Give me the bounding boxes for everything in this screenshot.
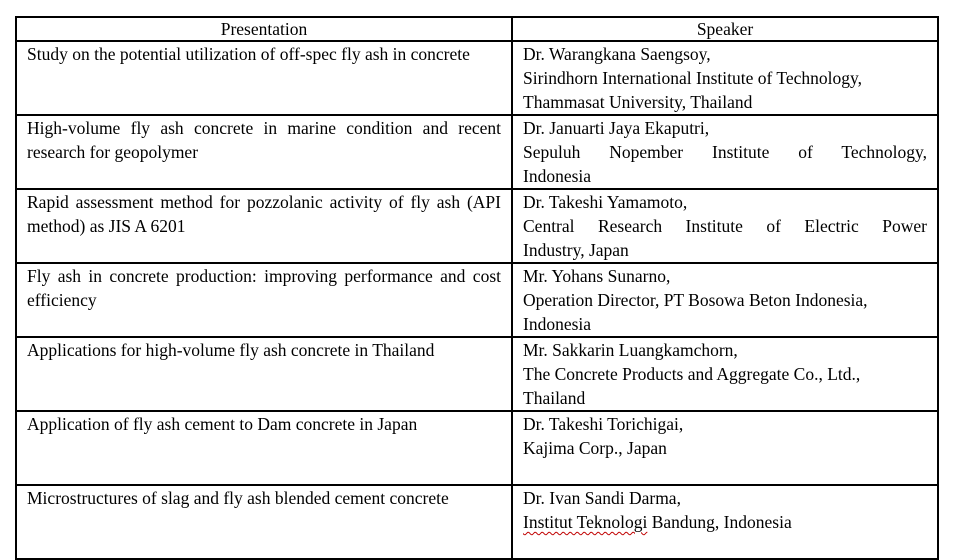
speaker-column-header: Speaker — [512, 17, 938, 41]
speaker-cell — [512, 411, 938, 485]
presentation-title: Applications for high-volume fly ash concrete in Thailand — [16, 337, 512, 411]
speaker-cell — [512, 337, 938, 411]
table-row — [16, 115, 938, 189]
affiliation-rest: Bandung, Indonesia — [647, 512, 792, 532]
speaker-name: Mr. Yohans Sunarno, — [523, 266, 671, 286]
speaker-name: Dr. Januarti Jaya Ekaputri, — [523, 118, 710, 138]
spellcheck-underlined-text: Institut Teknologi — [523, 512, 648, 532]
speaker-affiliation: Kajima Corp., Japan — [523, 438, 667, 458]
speaker-cell — [512, 263, 938, 337]
table-header-row — [16, 17, 938, 41]
speaker-affiliation: Sepuluh Nopember Institute of Technology, — [523, 142, 927, 162]
table-row — [16, 41, 938, 115]
speaker-affiliation: Sirindhorn International Institute of Technology, — [523, 68, 862, 88]
presentation-title: Fly ash in concrete production: improving performance and cost efficiency — [16, 263, 512, 337]
table-row — [16, 189, 938, 263]
presentation-title: High-volume fly ash concrete in marine condition and recent research for geopolymer — [16, 115, 512, 189]
speaker-name: Mr. Sakkarin Luangkamchorn, — [523, 340, 738, 360]
table-row — [16, 337, 938, 411]
speaker-affiliation: Industry, Japan — [523, 240, 629, 260]
speaker-affiliation: Operation Director, PT Bosowa Beton Indonesia, — [523, 290, 868, 310]
table-row — [16, 411, 938, 485]
presentation-title: Application of fly ash cement to Dam concrete in Japan — [16, 411, 512, 485]
speaker-affiliation: Indonesia — [523, 166, 592, 186]
speaker-name: Dr. Takeshi Torichigai, — [523, 414, 684, 434]
speaker-cell — [512, 41, 938, 115]
presentation-schedule-table — [15, 16, 939, 560]
table-row — [16, 263, 938, 337]
speaker-affiliation: The Concrete Products and Aggregate Co., Ltd., — [523, 364, 861, 384]
speaker-affiliation: Central Research Institute of Electric Power — [523, 216, 927, 236]
speaker-name: Dr. Ivan Sandi Darma, — [523, 488, 681, 508]
speaker-cell — [512, 189, 938, 263]
speaker-name: Dr. Takeshi Yamamoto, — [523, 192, 688, 212]
speaker-affiliation — [523, 510, 927, 534]
speaker-affiliation: Thammasat University, Thailand — [523, 92, 753, 112]
presentation-title: Microstructures of slag and fly ash blended cement concrete — [16, 485, 512, 559]
speaker-affiliation: Thailand — [523, 388, 586, 408]
presentation-title: Study on the potential utilization of off-spec fly ash in concrete — [16, 41, 512, 115]
speaker-cell — [512, 115, 938, 189]
table-row — [16, 485, 938, 559]
speaker-cell — [512, 485, 938, 559]
speaker-name: Dr. Warangkana Saengsoy, — [523, 44, 711, 64]
speaker-affiliation: Indonesia — [523, 314, 592, 334]
presentation-title: Rapid assessment method for pozzolanic activity of fly ash (API method) as JIS A 6201 — [16, 189, 512, 263]
presentation-column-header: Presentation — [16, 17, 512, 41]
